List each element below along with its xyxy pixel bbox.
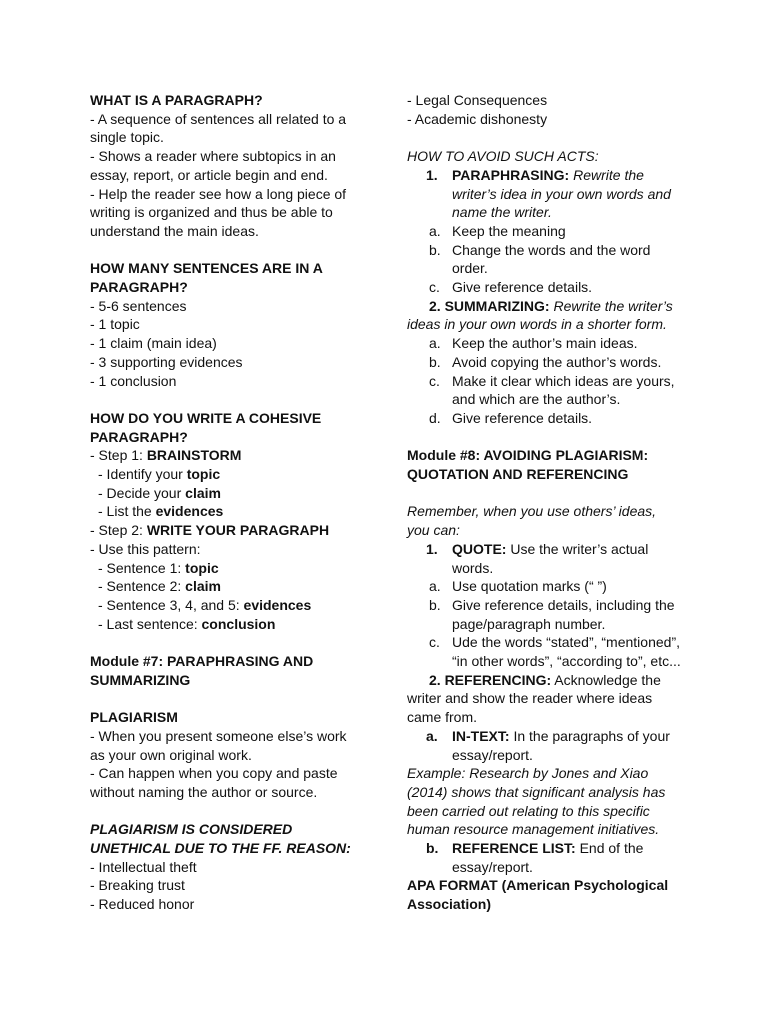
sub-step: - Identify your topic	[98, 466, 221, 483]
list-item: - When you present someone else’s work as your own original work.	[90, 727, 347, 763]
list-item: - 1 conclusion	[90, 372, 177, 389]
list-item: - Breaking trust	[90, 877, 185, 894]
step-2: - Step 2: WRITE YOUR PARAGRAPH	[90, 522, 330, 539]
heading-apa-format: APA FORMAT (American Psychological Association)	[407, 877, 669, 913]
example-paragraph: Example: Research by Jones and Xiao (2014) shows that significant analysis has been carried out relating to this specific human resource management initiatives.	[407, 765, 666, 838]
list-item: - Shows a reader where subtopics in an essay, report, or article begin and end.	[90, 148, 336, 183]
lettered-item: b. Change the words and the word order.	[429, 241, 651, 277]
numbered-item-referencing: 2. REFERENCING: Acknowledge the writer and show the reader where ideas came from.	[407, 671, 661, 726]
lettered-item: a. Keep the meaning	[429, 222, 566, 239]
sentence-item: - Last sentence: conclusion	[98, 615, 276, 632]
lettered-item: c. Make it clear which ideas are yours, and which are the author’s.	[429, 372, 675, 408]
lettered-item: d. Give reference details.	[429, 409, 593, 426]
list-item: - Reduced honor	[90, 896, 195, 913]
lettered-item: b. Avoid copying the author’s words.	[429, 353, 662, 370]
remember-line: Remember, when you use others’ ideas, you can:	[407, 503, 657, 539]
list-item: - 5-6 sentences	[90, 297, 187, 314]
lettered-item: c. Give reference details.	[429, 279, 593, 296]
list-item: - 3 supporting evidences	[90, 353, 243, 370]
list-item: - 1 claim (main idea)	[90, 335, 217, 352]
heading-what-is-paragraph: WHAT IS A PARAGRAPH?	[90, 92, 263, 108]
lettered-item: a. Keep the author’s main ideas.	[429, 335, 638, 352]
list-item: - Can happen when you copy and paste without naming the author or source.	[90, 765, 338, 800]
sentence-item: - Sentence 1: topic	[98, 559, 219, 576]
pattern-line: - Use this pattern:	[90, 540, 201, 557]
list-item: - A sequence of sentences all related to a single topic.	[90, 110, 347, 146]
lettered-item-in-text: a. IN-TEXT: In the paragraphs of your essay/report.	[426, 727, 670, 763]
step-1: - Step 1: BRAINSTORM	[90, 447, 242, 464]
numbered-item-quote: 1. QUOTE: Use the writer’s actual words.	[426, 540, 649, 576]
list-item: - Help the reader see how a long piece of writing is organized and thus be able to understand the main ideas.	[90, 185, 347, 239]
heading-plagiarism: PLAGIARISM	[90, 709, 178, 726]
heading-how-to-avoid: HOW TO AVOID SUCH ACTS:	[407, 148, 599, 165]
sub-step: - List the evidences	[98, 503, 224, 520]
sentence-item: - Sentence 2: claim	[98, 578, 221, 595]
lettered-item: c. Ude the words “stated”, “mentioned”, “in other words”, “according to”, etc...	[429, 634, 681, 670]
list-item: - Intellectual theft	[90, 858, 197, 875]
list-item: - Legal Consequences	[407, 92, 548, 108]
lettered-item: b. Give reference details, including the page/paragraph number.	[429, 596, 675, 632]
numbered-item-summarizing: 2. SUMMARIZING: Rewrite the writer’s ideas in your own words in a shorter form.	[407, 297, 673, 333]
right-column	[407, 91, 682, 914]
list-item: - Academic dishonesty	[407, 110, 548, 127]
heading-module-7: Module #7: PARAPHRASING AND SUMMARIZING	[90, 653, 314, 688]
heading-unethical: PLAGIARISM IS CONSIDERED UNETHICAL DUE TO THE FF. REASON:	[90, 821, 351, 857]
sub-step: - Decide your claim	[98, 484, 221, 501]
numbered-item-paraphrasing: 1. PARAPHRASING: Rewrite the writer’s idea in your own words and name the writer.	[426, 166, 671, 221]
list-item: - 1 topic	[90, 316, 140, 333]
heading-module-8: Module #8: AVOIDING PLAGIARISM: QUOTATION AND REFERENCING	[407, 447, 649, 483]
lettered-item: a. Use quotation marks (“ ”)	[429, 578, 607, 595]
sentence-item: - Sentence 3, 4, and 5: evidences	[98, 596, 312, 613]
lettered-item-reference-list: b. REFERENCE LIST: End of the essay/report.	[426, 840, 644, 875]
heading-cohesive-paragraph: HOW DO YOU WRITE A COHESIVE PARAGRAPH?	[90, 409, 322, 445]
heading-how-many-sentences: HOW MANY SENTENCES ARE IN A PARAGRAPH?	[90, 260, 323, 296]
left-column	[90, 91, 358, 914]
